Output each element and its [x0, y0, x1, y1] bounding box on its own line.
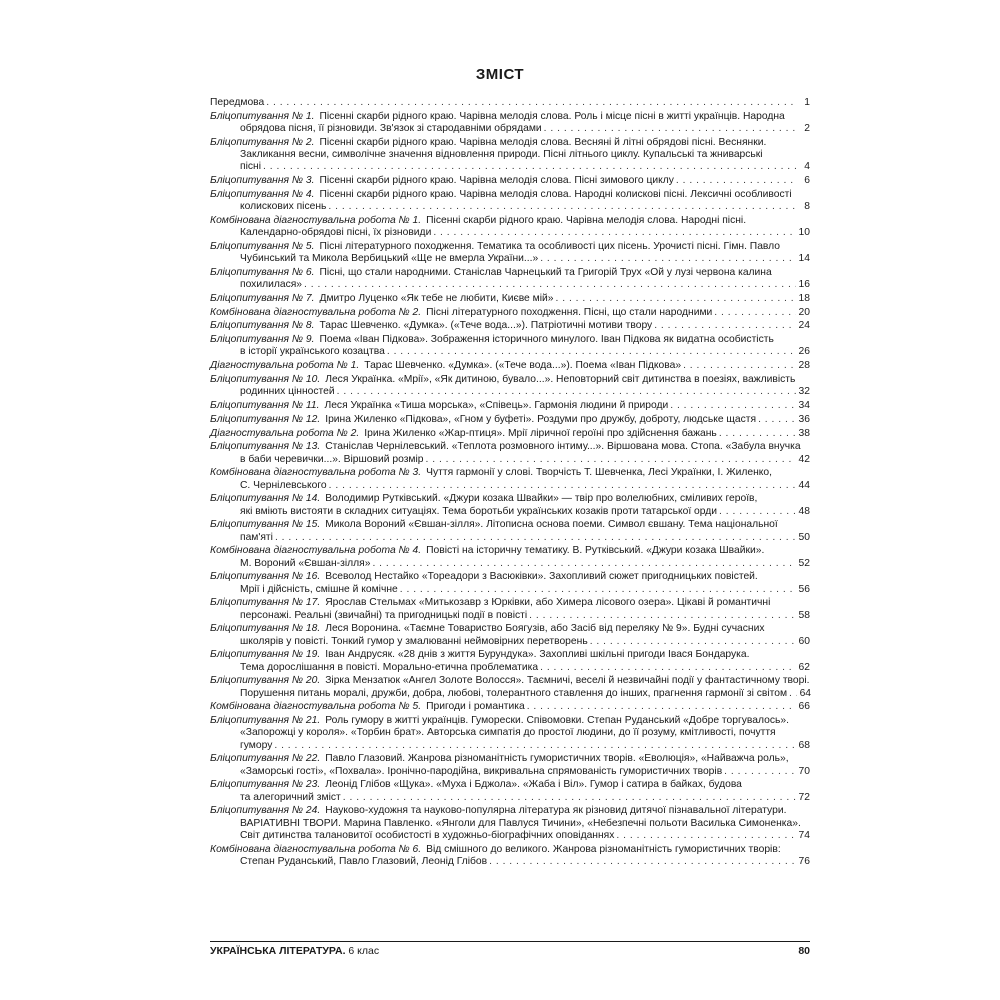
toc-entry-text: Пісенні скарби рідного краю. Чарівна мелодія слова. Роль і місце пісні в житті українців. Народна — [319, 110, 785, 122]
toc-entry[interactable] — [210, 428, 810, 440]
toc-entry-text: Тарас Шевченко. «Думка». («Тече вода...»). Поема «Іван Підкова» — [364, 360, 682, 372]
toc-page-number: 28 — [798, 360, 810, 372]
toc-page-number: 32 — [798, 386, 810, 398]
toc-entry-line — [210, 161, 810, 173]
toc-page-number: 42 — [798, 453, 810, 465]
toc-entry[interactable] — [210, 175, 810, 187]
toc-entry-line — [210, 267, 810, 279]
toc-page-number: 62 — [798, 661, 810, 673]
dot-leader — [328, 201, 796, 213]
toc-entry[interactable] — [210, 844, 810, 868]
toc-page-number: 26 — [798, 346, 810, 358]
toc-entry[interactable] — [210, 414, 810, 426]
toc-entry-text: Чубинський та Микола Вербицький «Ще не вмерла України...» — [240, 253, 539, 264]
toc-entry-line — [210, 400, 810, 412]
dot-leader — [683, 360, 796, 372]
toc-entry-line — [210, 123, 810, 135]
toc-entry-label: Комбінована діагностувальна робота № 1. — [210, 214, 422, 226]
dot-leader — [529, 610, 796, 622]
toc-entry[interactable] — [210, 571, 810, 595]
toc-entry-line — [210, 441, 810, 453]
toc-page-number: 72 — [798, 791, 810, 803]
toc-entry-line — [210, 701, 810, 713]
toc-entry-label: Бліцопитування № 14. — [210, 493, 321, 505]
toc-page-number: 24 — [798, 320, 810, 332]
dot-leader — [343, 792, 796, 804]
toc-entry-label: Бліцопитування № 11. — [210, 399, 320, 411]
dot-leader — [676, 175, 796, 187]
toc-entry-text: гумору — [240, 739, 273, 751]
toc-entry-text: обрядова пісня, її різновиди. Зв'язок зі стародавніми обрядами — [240, 123, 542, 134]
page-title: ЗМІСТ — [475, 66, 525, 83]
toc-entry-text: Повісті на історичну тематику. В. Рутківський. «Джури козака Швайки». — [426, 545, 765, 557]
toc-page-number: 44 — [798, 479, 810, 491]
toc-entry-line — [210, 792, 810, 804]
toc-entry-text: Порушення питань моралі, дружби, добра, любові, толерантного ставлення до інших, прагнення гармонії зі світом — [240, 687, 788, 699]
toc-entry-text: Зірка Мензатюк «Ангел Золоте Волосся». Таємничі, веселі й незвичайні події у фантастичному творі. — [325, 675, 810, 687]
toc-entry-line — [210, 856, 810, 868]
toc-entry-text: С. Чернілевського — [240, 479, 327, 491]
toc-entry-label: Бліцопитування № 15. — [210, 519, 321, 531]
dot-leader — [654, 320, 796, 332]
toc-entry-line — [210, 740, 810, 752]
toc-entry-label: Діагностувальна робота № 1. — [210, 360, 360, 372]
toc-entry-text: Науково-художня та науково-популярна література як різновид дитячої пізнавальної літератури. — [325, 805, 787, 817]
toc-entry-label: Бліцопитування № 13. — [210, 441, 321, 453]
toc-entry-text: Пригоди і романтика — [426, 701, 525, 713]
toc-entry-text: Леонід Глібов «Щука». «Муха і Бджола». «Жаба і Віл». Гумор і сатира в байках, будова — [325, 779, 742, 791]
toc-entry-label: Бліцопитування № 16. — [210, 571, 321, 583]
dot-leader — [426, 454, 796, 466]
toc-entry-line — [210, 571, 810, 583]
toc-entry-line — [210, 253, 810, 265]
toc-page-number: 14 — [798, 253, 810, 264]
toc-entry-text: та алегоричний зміст — [240, 791, 341, 803]
toc-page-number: 16 — [798, 279, 810, 290]
toc-entry-label: Бліцопитування № 2. — [210, 136, 315, 148]
dot-leader — [724, 766, 796, 778]
toc-entry-text: Пісні, що стали народними. Станіслав Чарнецький та Григорій Трух «Ой у лузі червона калина — [319, 266, 772, 278]
toc-entry-text: Пісенні скарби рідного краю. Чарівна мелодія слова. Народні колискові пісні. Лексичні особливості — [319, 188, 792, 200]
toc-entry-line — [210, 493, 810, 505]
toc-page-number: 6 — [804, 175, 810, 186]
toc-entry-text: Ярослав Стельмах «Митькозавр з Юрківки, або Химера лісового озера». Цікаві й романтичні — [325, 597, 771, 609]
toc-entry-line — [210, 675, 810, 687]
toc-entry[interactable] — [210, 623, 810, 647]
toc-entry[interactable] — [210, 545, 810, 569]
toc-entry-line — [210, 97, 810, 109]
dot-leader — [489, 856, 796, 868]
toc-entry[interactable] — [210, 467, 810, 491]
toc-entry[interactable] — [210, 215, 810, 239]
footer-title-text: УКРАЇНСЬКА ЛІТЕРАТУРА. — [210, 945, 346, 957]
dot-leader — [714, 307, 796, 319]
toc-entry-text: в історії українського козацтва — [240, 346, 385, 358]
toc-entry-line — [210, 189, 810, 201]
dot-leader — [275, 532, 796, 544]
toc-entry[interactable] — [210, 97, 810, 109]
toc-page-number: 4 — [804, 161, 810, 173]
dot-leader — [400, 584, 796, 596]
toc-entry-line — [210, 545, 810, 557]
toc-entry-label: Бліцопитування № 19. — [210, 649, 321, 661]
toc-entry-line — [210, 532, 810, 544]
toc-entry-line — [210, 805, 810, 817]
toc-page-number: 8 — [804, 201, 810, 212]
dot-leader — [758, 414, 796, 426]
toc-entry-text: Ірина Жиленко «Жар-птиця». Мрії ліричної героїні про здійснення бажань — [364, 427, 717, 439]
toc-entry-text: Леся Українка «Тиша морська», «Співець». Гармонія людини й природи — [324, 399, 669, 411]
toc-entry[interactable] — [210, 805, 810, 842]
toc-page-number: 38 — [798, 427, 810, 439]
toc-entry-line — [210, 175, 810, 187]
toc-entry[interactable] — [210, 441, 810, 465]
toc-entry-label: Бліцопитування № 9. — [210, 334, 315, 346]
toc-entry-line — [210, 414, 810, 426]
toc-entry[interactable] — [210, 779, 810, 803]
toc-entry-text: Володимир Рутківський. «Джури козака Швайки» — твір про волелюбних, сміливих героїв, — [325, 493, 758, 505]
toc-entry-text: Роль гумору в житті українців. Гуморески. Співомовки. Степан Руданський «Добре торгувалось». — [325, 715, 789, 727]
toc-entry-text: Степан Руданський, Павло Глазовий, Леонід Глібов — [240, 855, 488, 867]
dot-leader — [387, 346, 796, 358]
toc-entry-text: персонажі. Реальні (звичайні) та пригодницькі події в повісті — [240, 609, 528, 621]
toc-entry-line — [210, 597, 810, 609]
toc-entry-line — [210, 467, 810, 479]
dot-leader — [266, 97, 796, 109]
dot-leader — [372, 558, 796, 570]
toc-page-number: 48 — [798, 505, 810, 517]
toc-entry-text: Тарас Шевченко. «Думка». («Тече вода...»). Патріотичні мотиви твору — [319, 320, 653, 332]
dot-leader — [544, 123, 796, 135]
page-footer — [210, 941, 810, 957]
toc-entry-label: Комбінована діагностувальна робота № 5. — [210, 701, 422, 713]
toc-page-number: 70 — [798, 765, 810, 777]
toc-page-number: 2 — [804, 123, 810, 134]
toc-entry-label: Комбінована діагностувальна робота № 4. — [210, 545, 422, 557]
toc-entry-text: Іван Андрусяк. «28 днів з життя Бурундука». Захопливі шкільні пригоди Івася Бондарука. — [325, 649, 750, 661]
toc-entry-text: Пісенні скарби рідного краю. Чарівна мелодія слова. Пісні зимового циклу — [319, 175, 674, 186]
toc-entry-text: Чуття гармонії у слові. Творчість Т. Шевченка, Лесі Українки, І. Жиленко, — [426, 467, 772, 479]
toc-entry-text: пісні — [240, 161, 261, 173]
toc-entry[interactable] — [210, 701, 810, 713]
toc-entry-label: Бліцопитування № 5. — [210, 240, 315, 252]
toc-entry-text: родинних цінностей — [240, 386, 335, 398]
toc-entry-label: Бліцопитування № 8. — [210, 320, 315, 332]
footer-grade: 6 клас — [348, 945, 380, 957]
toc-entry[interactable] — [210, 189, 810, 213]
dot-leader — [616, 830, 796, 842]
toc-entry-text: Календарно-обрядові пісні, їх різновиди — [240, 227, 432, 238]
toc-entry-label: Бліцопитування № 18. — [210, 623, 321, 635]
toc-entry-text: «Запорожці у короля». «Торбин брат». Авторська симпатія до простої людини, до її розуму, кмітливості, почуття — [240, 727, 776, 739]
toc-entry-label: Бліцопитування № 6. — [210, 266, 315, 278]
toc-entry-line — [210, 215, 810, 227]
toc-entry-line — [210, 818, 810, 830]
dot-leader — [789, 688, 797, 700]
toc-entry-text: Закликання весни, символічне значення відновлення природи. Пісні літнього циклу. Купальські та жниварські — [240, 149, 763, 160]
toc-page-number: 56 — [798, 583, 810, 595]
toc-entry-line — [210, 558, 810, 570]
toc-entry[interactable] — [210, 241, 810, 265]
toc-entry-text: Пісні літературного походження. Пісні, що стали народними — [426, 306, 713, 318]
toc-entry-text: М. Вороний «Євшан-зілля» — [240, 557, 371, 569]
toc-entry-line — [210, 662, 810, 674]
toc-entry-label: Бліцопитування № 24. — [210, 805, 321, 817]
toc-entry[interactable] — [210, 753, 810, 777]
toc-entry[interactable] — [210, 293, 810, 305]
toc-entry-label: Бліцопитування № 12. — [210, 413, 321, 425]
toc-entry-line — [210, 610, 810, 622]
toc-entry-text: Леся Українка. «Мрії», «Як дитиною, бувало...». Неповторний світ дитинства в поезіях, важливість — [325, 373, 796, 385]
toc-entry-text: пам'яті — [240, 531, 273, 543]
toc-page-number: 60 — [798, 635, 810, 647]
toc-entry-line — [210, 688, 810, 700]
toc-page-number: 20 — [798, 306, 810, 318]
toc-entry-text: Павло Глазовий. Жанрова різноманітність гумористичних творів. «Еволюція», «Найважча роль», — [325, 753, 789, 765]
toc-entry-line — [210, 320, 810, 332]
toc-entry-line — [210, 428, 810, 440]
toc-entry-line — [210, 715, 810, 727]
toc-entry[interactable] — [210, 307, 810, 319]
toc-entry-line — [210, 623, 810, 635]
toc-entry-label: Бліцопитування № 3. — [210, 175, 315, 186]
toc-entry-label: Бліцопитування № 17. — [210, 597, 321, 609]
toc-page-number: 50 — [798, 531, 810, 543]
toc-entry-text: колискових пісень — [240, 201, 327, 212]
toc-page-number: 66 — [798, 701, 810, 713]
toc-entry-line — [210, 307, 810, 319]
toc-entry[interactable] — [210, 493, 810, 517]
toc-entry[interactable] — [210, 649, 810, 673]
footer-book-title — [210, 945, 379, 957]
toc-entry-text: Пісні літературного походження. Тематика та особливості цих пісень. Урочисті пісні. Гімн. Павло — [319, 240, 781, 252]
toc-entry-label: Комбінована діагностувальна робота № 3. — [210, 467, 422, 479]
toc-entry[interactable] — [210, 400, 810, 412]
toc-entry-label: Діагностувальна робота № 2. — [210, 427, 360, 439]
toc-entry-line — [210, 334, 810, 346]
toc-entry-label: Бліцопитування № 1. — [210, 110, 315, 122]
toc-page-number: 74 — [798, 829, 810, 841]
dot-leader — [433, 227, 796, 239]
toc-entry-text: школярів у повісті. Тонкий гумор у змалюванні неймовірних перетворень — [240, 635, 588, 647]
toc-entry[interactable] — [210, 320, 810, 332]
toc-entry-text: Дмитро Луценко «Як тебе не любити, Києве мій» — [319, 292, 554, 304]
toc-entry-text: Ірина Жиленко «Підкова», «Гном у буфеті». Роздуми про дружбу, доброту, людське щастя — [325, 413, 757, 425]
dot-leader — [274, 740, 796, 752]
toc-page-number: 1 — [804, 97, 810, 108]
toc-entry-line — [210, 227, 810, 239]
footer-page-number: 80 — [798, 945, 810, 957]
dot-leader — [590, 636, 796, 648]
toc-entry-label: Комбінована діагностувальна робота № 6. — [210, 843, 422, 855]
toc-entry-line — [210, 279, 810, 291]
dot-leader — [719, 506, 796, 518]
toc-entry-line — [210, 779, 810, 791]
toc-entry-line — [210, 844, 810, 856]
toc-entry-line — [210, 506, 810, 518]
toc-entry-line — [210, 584, 810, 596]
toc-entry-text: Микола Вороний «Євшан-зілля». Літописна основа поеми. Символ євшану. Тема національної — [325, 519, 778, 531]
toc-page-number: 64 — [799, 687, 812, 699]
toc-page-number: 10 — [798, 227, 810, 238]
toc-entry-text: Леся Воронина. «Таємне Товариство Боягузів, або Засіб від переляку № 9». Будні сучасних — [325, 623, 765, 635]
toc-entry-line — [210, 480, 810, 492]
toc-entry-line — [210, 149, 810, 161]
table-of-contents — [210, 97, 810, 870]
toc-entry-line — [210, 519, 810, 531]
toc-entry[interactable] — [210, 519, 810, 543]
toc-entry-line — [210, 137, 810, 149]
toc-entry-text: похилилася» — [240, 279, 303, 290]
toc-entry-text: Тема дорослішання в повісті. Морально-етична проблематика — [240, 661, 539, 673]
toc-entry-line — [210, 830, 810, 842]
dot-leader — [329, 480, 796, 492]
toc-entry-text: Від смішного до великого. Жанрова різноманітність гумористичних творів: — [426, 843, 781, 855]
toc-entry-label: Комбінована діагностувальна робота № 2. — [210, 306, 422, 318]
dot-leader — [527, 701, 796, 713]
toc-entry[interactable] — [210, 137, 810, 174]
toc-entry-text: Поема «Іван Підкова». Зображення історичного минулого. Іван Підкова як видатна особистість — [319, 334, 774, 346]
toc-entry[interactable] — [210, 675, 810, 699]
toc-entry[interactable] — [210, 374, 810, 398]
toc-entry[interactable] — [210, 267, 810, 291]
toc-entry-text: Світ дитинства талановитої особистості в художньо-біографічних оповіданнях — [240, 829, 615, 841]
toc-entry-line — [210, 386, 810, 398]
toc-entry-line — [210, 766, 810, 778]
toc-page-number: 58 — [798, 609, 810, 621]
toc-entry-label: Бліцопитування № 21. — [210, 715, 321, 727]
toc-entry-line — [210, 454, 810, 466]
toc-entry-line — [210, 374, 810, 386]
dot-leader — [540, 253, 796, 265]
toc-entry-text: ВАРІАТИВНІ ТВОРИ. Марина Павленко. «Янголи для Павлуся Тичини», «Небезпечні польоти Василька Симоненка». — [240, 817, 801, 829]
toc-entry-text: в баби черевички...». Віршовий розмір — [240, 453, 424, 465]
toc-entry-line — [210, 636, 810, 648]
toc-entry-text: «Заморські гості», «Похвала». Іронічно-пародійна, викривальна спрямованість гумористичних творів — [240, 765, 723, 777]
toc-page-number: 34 — [798, 399, 810, 411]
toc-entry-text: Станіслав Чернілевський. «Теплота розмовного інтиму...». Віршована мова. Стопа. «Забула внучка — [325, 441, 801, 453]
toc-entry[interactable] — [210, 334, 810, 358]
toc-entry-line — [210, 360, 810, 372]
toc-page-number: 36 — [798, 413, 810, 425]
dot-leader — [556, 293, 797, 305]
toc-entry[interactable] — [210, 111, 810, 135]
toc-entry-text: Всеволод Нестайко «Тореадори з Васюківки». Захопливий сюжет пригодницьких повістей. — [325, 571, 758, 583]
toc-entry-text: Пісенні скарби рідного краю. Чарівна мелодія слова. Весняні й літні обрядові пісні. Веснянки. — [319, 136, 767, 148]
toc-entry-text: Передмова — [210, 97, 265, 108]
dot-leader — [304, 279, 796, 291]
toc-entry-line — [210, 201, 810, 213]
toc-entry-label: Бліцопитування № 20. — [210, 675, 321, 687]
toc-entry-label: Бліцопитування № 7. — [210, 292, 315, 304]
toc-entry[interactable] — [210, 597, 810, 621]
dot-leader — [670, 400, 796, 412]
toc-entry-label: Бліцопитування № 10. — [210, 373, 321, 385]
toc-entry-label: Бліцопитування № 4. — [210, 188, 315, 200]
toc-entry-line — [210, 346, 810, 358]
toc-entry-text: які вміють вистояти в складних ситуаціях. Тема боротьби українських козаків проти татарської орди — [240, 505, 718, 517]
toc-entry-line — [210, 111, 810, 123]
toc-entry-label: Бліцопитування № 23. — [210, 779, 321, 791]
toc-entry-line — [210, 241, 810, 253]
toc-entry-line — [210, 649, 810, 661]
toc-page-number: 68 — [798, 739, 810, 751]
toc-entry-line — [210, 753, 810, 765]
dot-leader — [719, 428, 796, 440]
toc-page-number: 18 — [798, 292, 810, 304]
toc-entry-line — [210, 293, 810, 305]
toc-entry-text: Пісенні скарби рідного краю. Чарівна мелодія слова. Народні пісні. — [426, 214, 747, 226]
toc-entry-text: Мрії і дійсність, смішне й комічне — [240, 583, 398, 595]
toc-entry[interactable] — [210, 360, 810, 372]
toc-entry-label: Бліцопитування № 22. — [210, 753, 321, 765]
toc-page-number: 52 — [798, 557, 810, 569]
dot-leader — [337, 386, 796, 398]
dot-leader — [540, 662, 796, 674]
toc-entry[interactable] — [210, 715, 810, 752]
toc-page-number: 76 — [798, 855, 810, 867]
dot-leader — [263, 161, 796, 173]
toc-entry-line — [210, 727, 810, 739]
